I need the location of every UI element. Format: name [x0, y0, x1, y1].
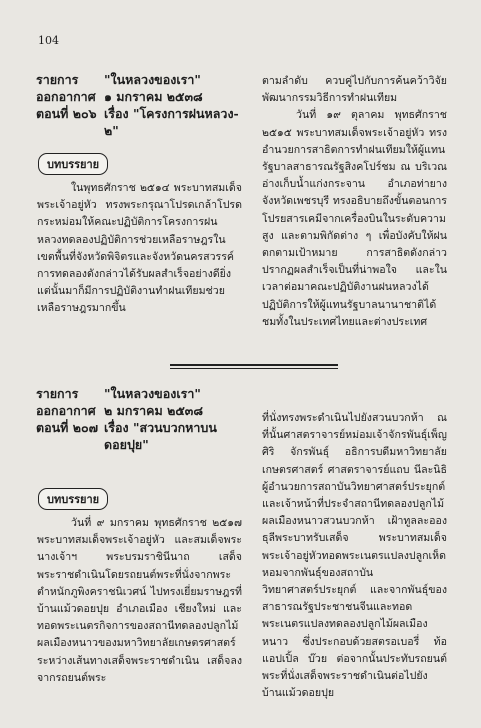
narration-badge: บทบรรยาย	[38, 488, 108, 510]
page-number: 104	[38, 34, 59, 47]
topic-title-cont: ๒"	[104, 123, 119, 138]
airdate-value: ๑ มกราคม ๒๕๓๘	[104, 89, 203, 104]
topic-title: เรื่อง "สวนบวกหาบน	[104, 420, 217, 435]
episode1-header	[36, 71, 239, 139]
episode1-paragraph-1: ในพุทธศักราช ๒๕๑๔ พระบาทสมเด็จพระเจ้าอยู่หัว ทรงพระกรุณาโปรดเกล้าโปรดกระหม่อมให้คณะปฏิบัติการโครงการฝนหลวงทดลองปฏิบัติการช่วยเหลือราษฎรในเขตพื้นที่จังหวัดพิจิตรและจังหวัดนครสวรรค์ การทดลองดังกล่าวได้รับผลสำเร็จอย่างดียิ่งแต่นั้นมาก็มีการปฏิบัติงานทำฝนเทียมช่วยเหลือราษฎรมากขึ้น	[37, 182, 242, 315]
episode2-left-column	[37, 515, 242, 687]
topic-title: เรื่อง "โครงการฝนหลวง-	[104, 106, 239, 121]
episode2-right-column	[262, 410, 447, 702]
program-title: "ในหลวงของเรา"	[104, 386, 201, 401]
episode1-paragraph-3: วันที่ ๑๙ ตุลาคม พุทธศักราช ๒๕๑๕ พระบาทสมเด็จพระเจ้าอยู่หัว ทรงอำนวยการสาธิตการทำฝนเทียมให้ผู้แทนรัฐบาลสาธารณรัฐสิงคโปร์ชม ณ บริเวณอ่างเก็บน้ำแก่งกระจาน อำเภอท่ายาง จังหวัดเพชรบุรี ทรงอธิบายถึงขั้นตอนการโปรยสารเคมีจากเครื่องบินในระดับความสูง และตามพิกัดต่าง ๆ เพื่อบังคับให้ฝนตกตามเป้าหมาย การสาธิตดังกล่าวปรากฏผลสำเร็จเป็นที่น่าพอใจ และในเวลาต่อมาคณะปฏิบัติงานฝนหลวงได้ปฏิบัติการให้ผู้แทนรัฐบาลนานาชาติได้ชมทั้งในประเทศไทยและต่างประเทศ	[262, 109, 447, 328]
airdate-label: ออกอากาศ	[36, 89, 96, 104]
episode2-paragraph-1: วันที่ ๙ มกราคม พุทธศักราช ๒๕๑๗ พระบาทสมเด็จพระเจ้าอยู่หัว และสมเด็จพระนางเจ้าฯ พระบรมราชินีนาถ เสด็จพระราชดำเนินโดยรถยนต์พระที่นั่งจากพระตำหนักภูพิงคราชนิเวศน์ ไปทรงเยี่ยมราษฎรที่บ้านแม้วดอยปุย อำเภอเมือง เชียงใหม่ และทอดพระเนตรกิจการของสถานีทดลองปลูกไม้ผลเมืองหนาวของมหาวิทยาลัยเกษตรศาสตร์ ระหว่างเส้นทางเสด็จพระราชดำเนิน เสด็จลงจากรถยนต์พระ	[37, 517, 242, 684]
episode-label: ตอนที่ ๒๐๖	[36, 106, 97, 121]
topic-title-cont: ดอยปุย"	[104, 437, 149, 452]
program-label: รายการ	[36, 72, 79, 87]
airdate-label: ออกอากาศ	[36, 403, 96, 418]
narration-badge: บทบรรยาย	[38, 153, 108, 175]
episode1-paragraph-2: ตามลำดับ ควบคู่ไปกับการค้นคว้าวิจัยพัฒนากรรมวิธีการทำฝนเทียม	[262, 75, 447, 105]
airdate-value: ๒ มกราคม ๒๕๓๘	[104, 403, 203, 418]
episode2-header	[36, 385, 217, 453]
program-label: รายการ	[36, 386, 79, 401]
episode1-left-column	[37, 180, 242, 318]
episode1-right-column	[262, 73, 447, 331]
section-divider	[170, 364, 338, 369]
episode-label: ตอนที่ ๒๐๗	[36, 420, 99, 435]
episode2-paragraph-2: ที่นั่งทรงพระดำเนินไปยังสวนบวกห้า ณ ที่นั้นศาสตราจารย์หม่อมเจ้าจักรพันธุ์เพ็ญศิริ จักรพันธุ์ อธิการบดีมหาวิทยาลัยเกษตรศาสตร์ ศาสตราจารย์แถบ นีละนิธิ ผู้อำนวยการสถาบันวิทยาศาสตร์ประยุกต์ และเจ้าหน้าที่ประจำสถานีทดลองปลูกไม้ผลเมืองหนาวสวนบวกห้า เฝ้าทูลละอองธุลีพระบาทรับเสด็จ พระบาทสมเด็จพระเจ้าอยู่หัวทอดพระเนตรแปลงปลูกเห็ดหอมจากพันธุ์ของสถาบันวิทยาศาสตร์ประยุกต์ และจากพันธุ์ของสาธารณรัฐประชาชนจีนและทอดพระเนตรแปลงทดลองปลูกไม้ผลเมืองหนาว ซึ่งประกอบด้วยสตรอเบอรี่ ท้อ แอปเปิ้ล บ๊วย ต่อจากนั้นประทับรถยนต์พระที่นั่งเสด็จพระราชดำเนินต่อไปยังบ้านแม้วดอยปุย	[262, 412, 447, 700]
program-title: "ในหลวงของเรา"	[104, 72, 201, 87]
